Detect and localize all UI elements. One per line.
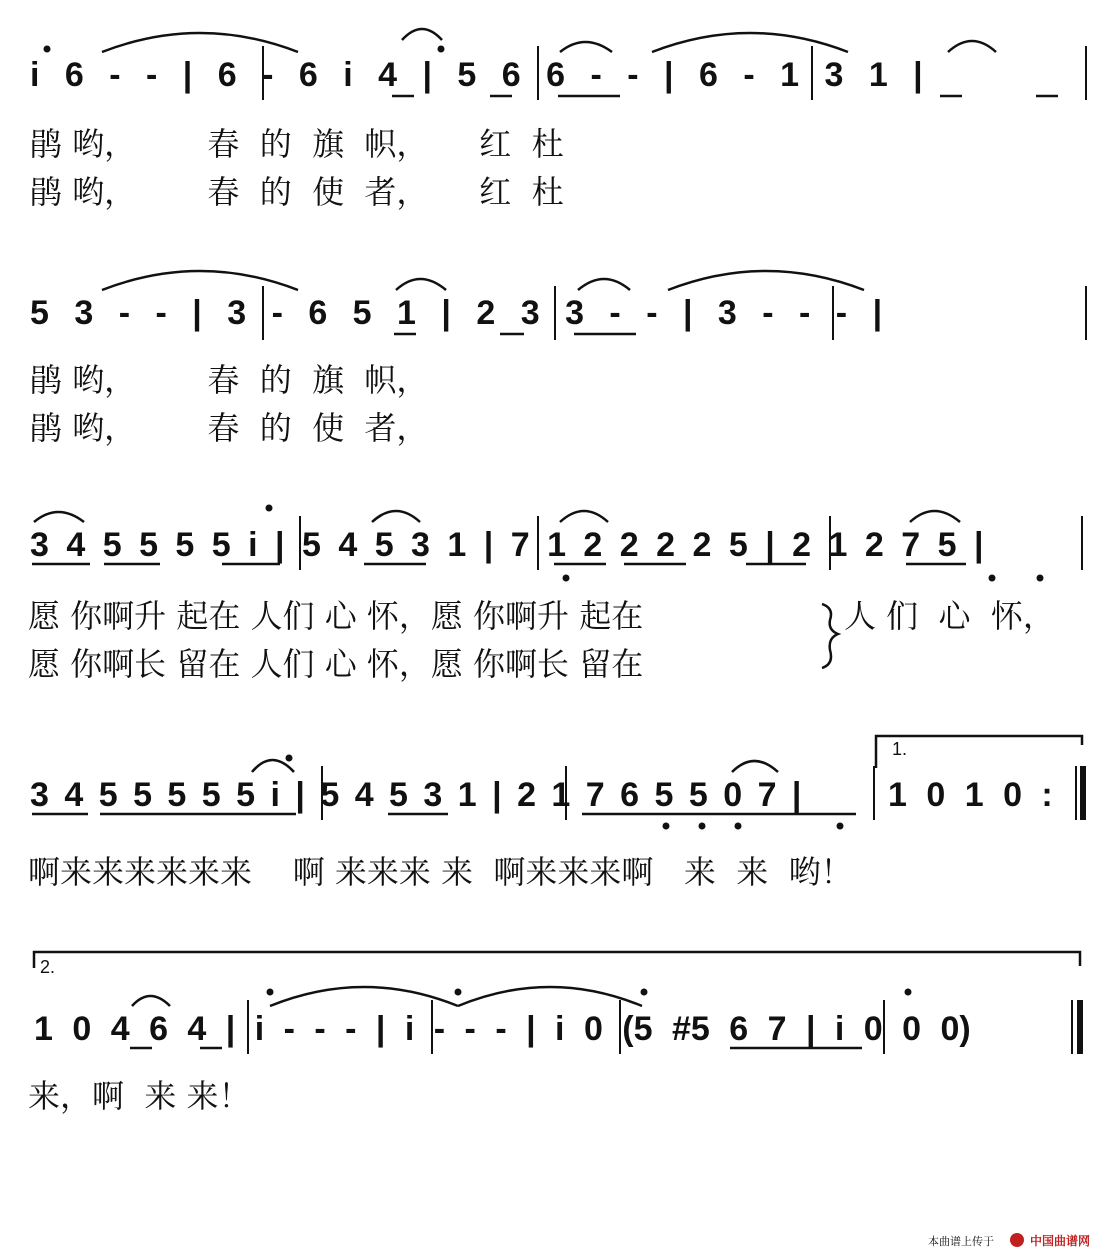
notation-row-5: 1 0 4 6 4 | i - - - | i - - - | i 0 (5 #5 6 7 | i 0 0 0) [34,1010,971,1048]
volta-1-label: 1. [892,739,908,759]
volta-2-label: 2. [40,957,56,977]
lyrics-row-1-verse-1: 鹃 哟， 春 的 旗 帜， 红 杜 [30,125,564,163]
slur [578,279,630,290]
site-logo-icon [1010,1233,1024,1247]
slur [396,279,446,290]
lyrics-row-3-merged: 人 们 心 怀， [844,597,1055,635]
slur [910,511,960,522]
slur [102,271,298,290]
lyrics-row-4: 啊来来来来来来 啊 来来来 来 啊来来来啊 来 来 哟！ [28,853,853,891]
slur [372,511,420,522]
notation-row-3: 3 4 5 5 5 5 i | 5 4 5 3 1 | 7 1 2 2 2 2 5 | 2 1 2 7 5 | [30,526,984,564]
slur [270,987,458,1006]
volta-1-bracket [876,736,1082,768]
slur [34,512,84,522]
slur [252,760,294,772]
slur [458,987,642,1006]
volta-1-notation: 1 0 1 0 : [888,776,1053,814]
slur [560,511,608,522]
slur [402,29,442,40]
footer-upload-text: 本曲谱上传于 [928,1235,994,1248]
volta-2-bracket [34,952,1080,968]
lyrics-row-2-verse-2: 鹃 哟， 春 的 使 者， [30,409,429,447]
notation-row-4: 3 4 5 5 5 5 5 i | 5 4 5 3 1 | 2 1 7 6 5 5 0 7 | [30,776,802,814]
slur [560,42,612,52]
slur [948,41,996,52]
lyrics-row-3-verse-1: 愿 你啊升 起在 人们 心 怀，愿 你啊升 起在 [28,597,644,635]
lyrics-row-3-verse-2: 愿 你啊长 留在 人们 心 怀，愿 你啊长 留在 [28,645,644,683]
slur [652,33,848,52]
lyrics-row-1-verse-2: 鹃 哟， 春 的 使 者， 红 杜 [30,173,564,211]
slur [132,996,170,1006]
slur [732,761,778,772]
lyrics-row-5: 来，啊 来 来！ [28,1077,251,1115]
notation-row-2: 5 3 - - | 3 - 6 5 1 | 2 3 3 - - | 3 - - - | [30,294,883,332]
footer-site-name[interactable]: 中国曲谱网 [1030,1234,1091,1248]
lyric-brace [822,604,838,668]
lyrics-row-2-verse-1: 鹃 哟， 春 的 旗 帜， [30,361,429,399]
notation-row-1: i 6 - - | 6 - 6 i 4 | 5 6 6 - - | 6 - 1 3 1 | [30,56,923,94]
slur [668,271,864,290]
slur [102,33,298,52]
